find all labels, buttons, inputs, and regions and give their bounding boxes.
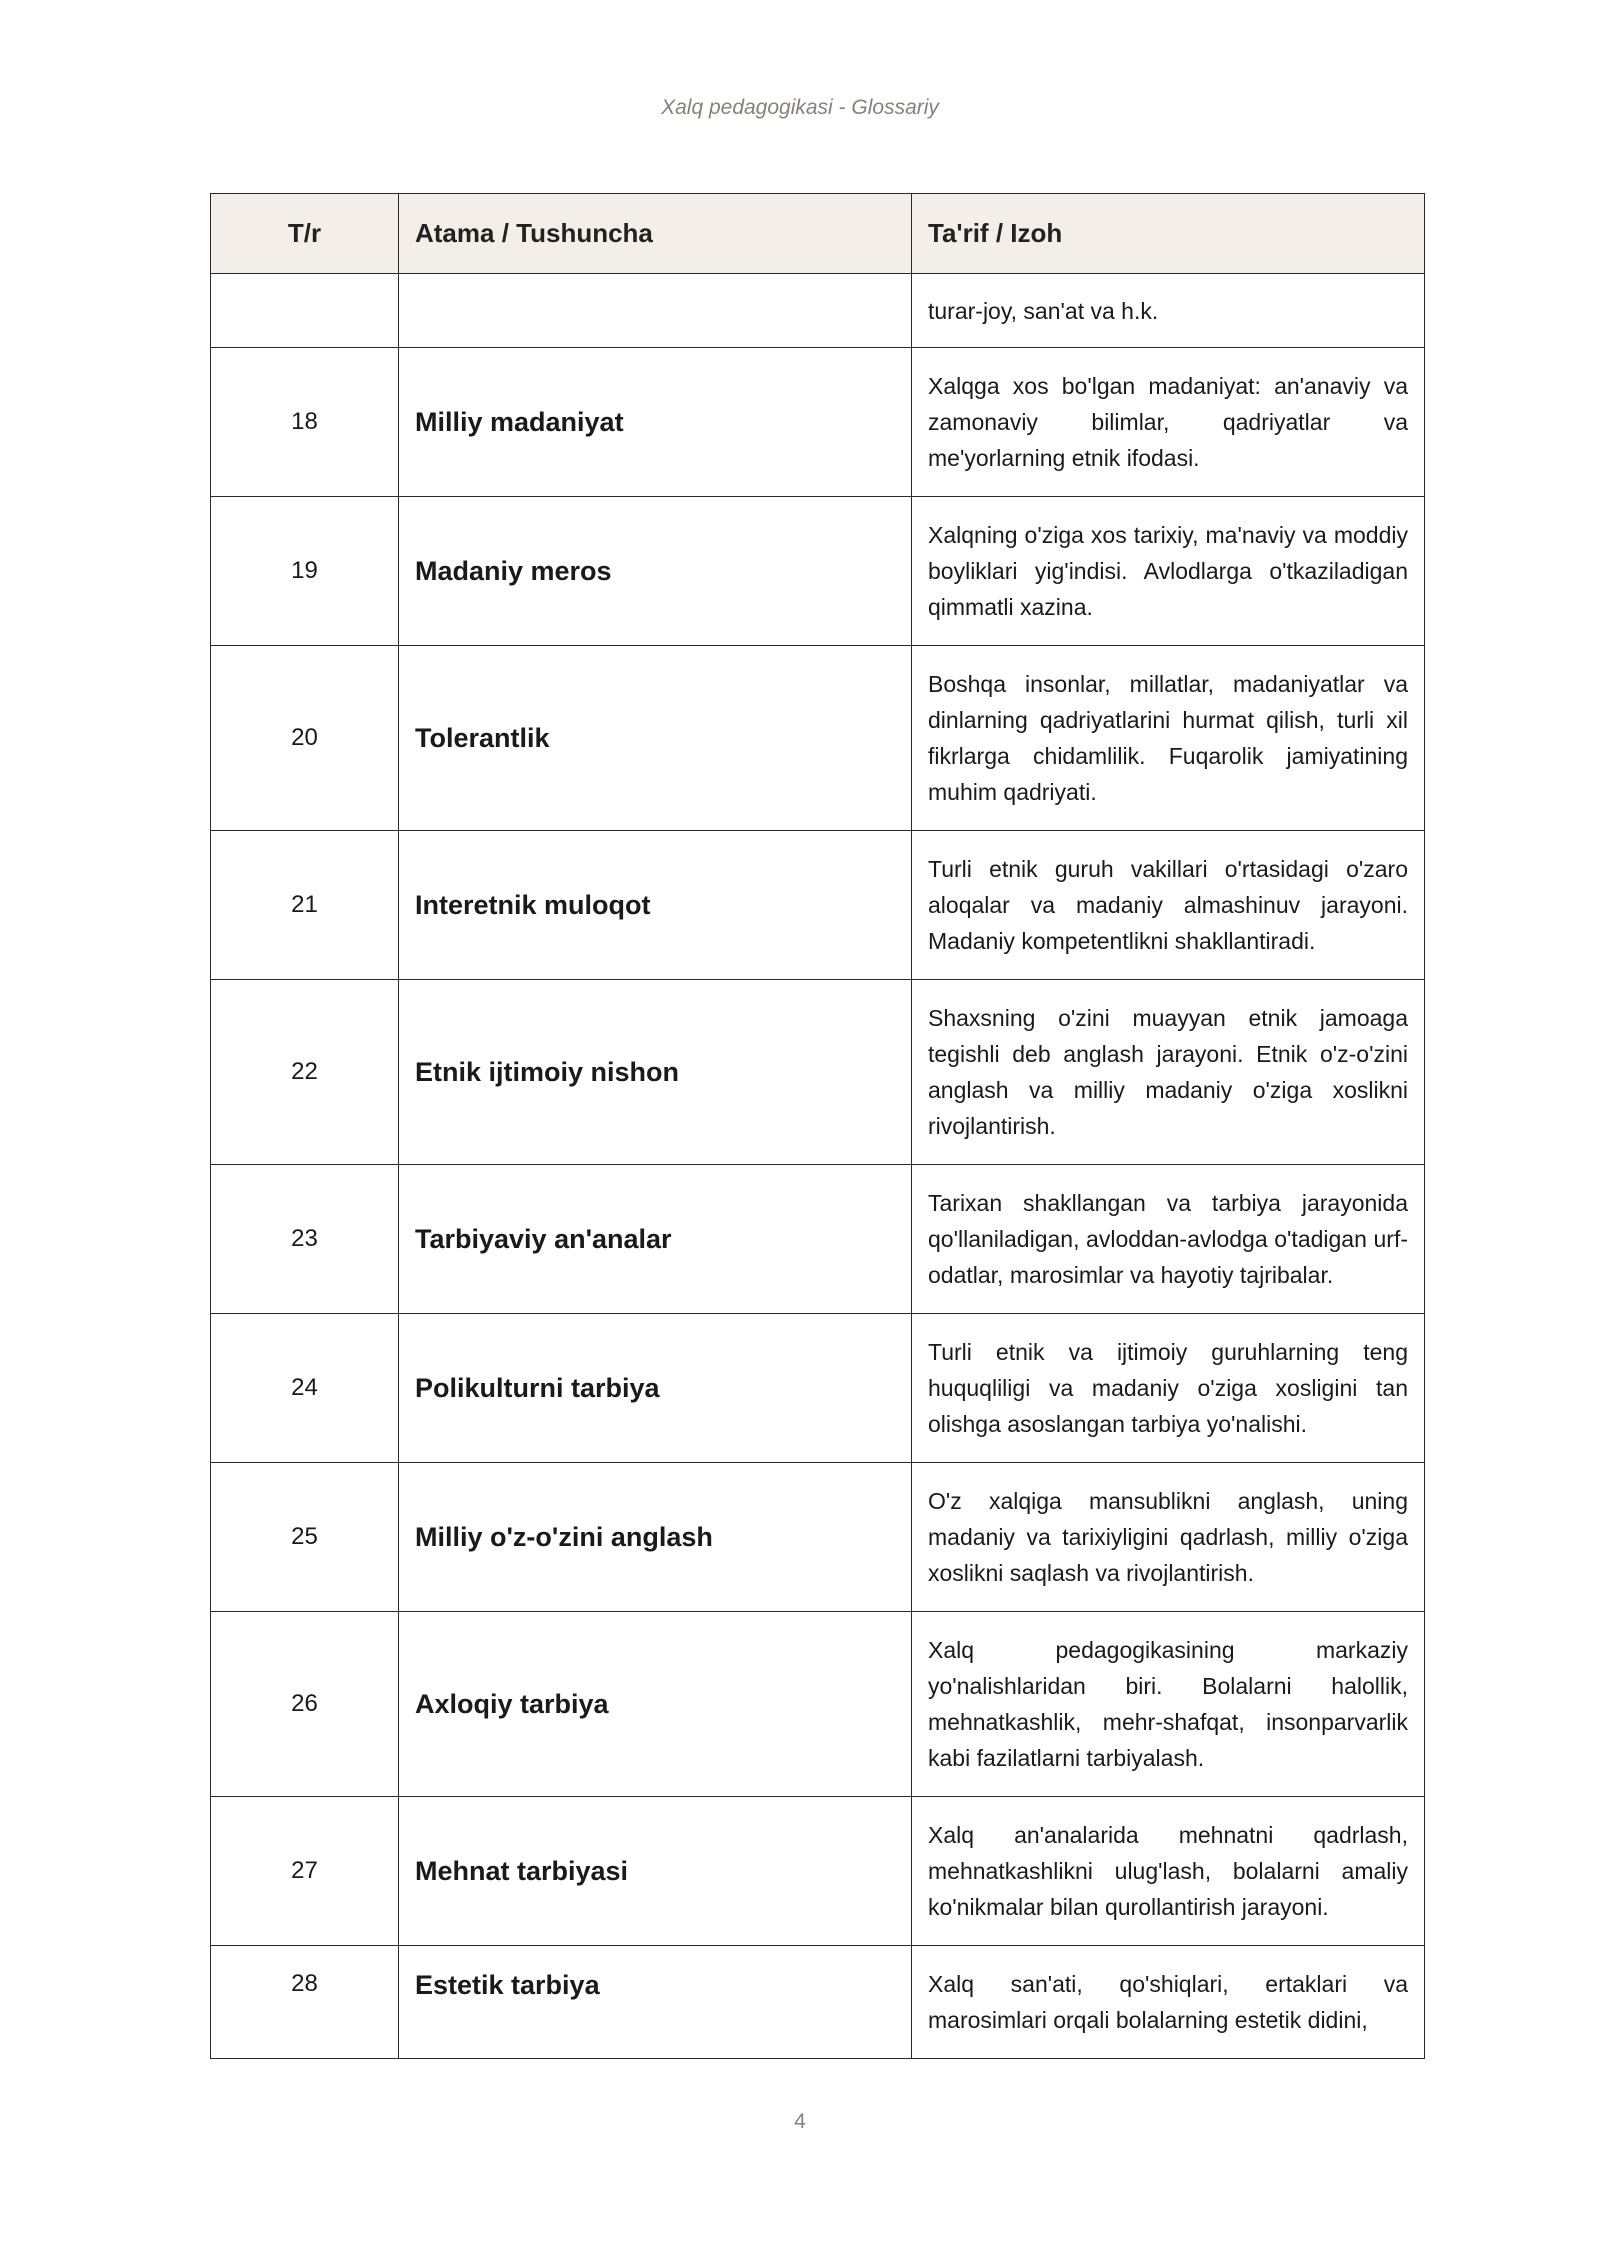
row-definition: Turli etnik guruh vakillari o'rtasidagi o'zaro aloqalar va madaniy almashinuv jarayoni. Madaniy kompetentlikni shakllantiradi. <box>912 831 1425 980</box>
row-definition: Xalq an'analarida mehnatni qadrlash, mehnatkashlikni ulug'lash, bolalarni amaliy ko'nikmalar bilan qurollantirish jarayoni. <box>912 1797 1425 1946</box>
row-term: Madaniy meros <box>399 497 912 646</box>
row-number: 27 <box>211 1797 399 1946</box>
row-term: Milliy o'z-o'zini anglash <box>399 1463 912 1612</box>
table-row <box>211 1314 1425 1463</box>
row-number <box>211 274 399 348</box>
table-row <box>211 1946 1425 2059</box>
row-definition: Shaxsning o'zini muayyan etnik jamoaga tegishli deb anglash jarayoni. Etnik o'z-o'zini anglash va milliy madaniy o'ziga xoslikni rivojlantirish. <box>912 980 1425 1165</box>
row-term: Mehnat tarbiyasi <box>399 1797 912 1946</box>
column-header-definition: Ta'rif / Izoh <box>912 194 1425 274</box>
table-row-continuation <box>211 274 1425 348</box>
row-number: 21 <box>211 831 399 980</box>
table-row <box>211 348 1425 497</box>
row-term: Tarbiyaviy an'analar <box>399 1165 912 1314</box>
glossary-table <box>210 193 1425 2059</box>
table-row <box>211 1612 1425 1797</box>
table-row <box>211 1797 1425 1946</box>
page-header: Xalq pedagogikasi - Glossariy <box>661 96 939 119</box>
row-number: 24 <box>211 1314 399 1463</box>
row-number: 22 <box>211 980 399 1165</box>
table-row <box>211 980 1425 1165</box>
row-number: 25 <box>211 1463 399 1612</box>
table-header-row <box>211 194 1425 274</box>
row-number: 28 <box>211 1946 399 2059</box>
row-definition: Turli etnik va ijtimoiy guruhlarning teng huquqliligi va madaniy o'ziga xosligini tan olishga asoslangan tarbiya yo'nalishi. <box>912 1314 1425 1463</box>
row-number: 19 <box>211 497 399 646</box>
row-term: Interetnik muloqot <box>399 831 912 980</box>
table-row <box>211 497 1425 646</box>
table-row <box>211 831 1425 980</box>
row-term: Tolerantlik <box>399 646 912 831</box>
row-definition: Xalq pedagogikasining markaziy yo'nalishlaridan biri. Bolalarni halollik, mehnatkashlik, mehr-shafqat, insonparvarlik kabi fazilatlarni tarbiyalash. <box>912 1612 1425 1797</box>
row-definition: O'z xalqiga mansublikni anglash, uning madaniy va tarixiyligini qadrlash, milliy o'ziga xoslikni saqlash va rivojlantirish. <box>912 1463 1425 1612</box>
column-header-term: Atama / Tushuncha <box>399 194 912 274</box>
row-term: Milliy madaniyat <box>399 348 912 497</box>
row-number: 23 <box>211 1165 399 1314</box>
table-row <box>211 1165 1425 1314</box>
row-number: 26 <box>211 1612 399 1797</box>
row-term: Axloqiy tarbiya <box>399 1612 912 1797</box>
row-definition: Boshqa insonlar, millatlar, madaniyatlar va dinlarning qadriyatlarini hurmat qilish, turli xil fikrlarga chidamlilik. Fuqarolik jamiyatining muhim qadriyati. <box>912 646 1425 831</box>
row-term: Polikulturni tarbiya <box>399 1314 912 1463</box>
table-row <box>211 646 1425 831</box>
table-row <box>211 1463 1425 1612</box>
row-definition: Xalq san'ati, qo'shiqlari, ertaklari va marosimlari orqali bolalarning estetik didini, <box>912 1946 1425 2059</box>
page-number: 4 <box>794 2110 806 2133</box>
row-number: 20 <box>211 646 399 831</box>
row-definition: turar-joy, san'at va h.k. <box>912 274 1425 348</box>
row-term <box>399 274 912 348</box>
column-header-number: T/r <box>211 194 399 274</box>
row-term: Estetik tarbiya <box>399 1946 912 2059</box>
row-definition: Xalqga xos bo'lgan madaniyat: an'anaviy va zamonaviy bilimlar, qadriyatlar va me'yorlarning etnik ifodasi. <box>912 348 1425 497</box>
row-definition: Tarixan shakllangan va tarbiya jarayonida qo'llaniladigan, avloddan-avlodga o'tadigan urf-odatlar, marosimlar va hayotiy tajribalar. <box>912 1165 1425 1314</box>
row-definition: Xalqning o'ziga xos tarixiy, ma'naviy va moddiy boyliklari yig'indisi. Avlodlarga o'tkaziladigan qimmatli xazina. <box>912 497 1425 646</box>
row-term: Etnik ijtimoiy nishon <box>399 980 912 1165</box>
row-number: 18 <box>211 348 399 497</box>
